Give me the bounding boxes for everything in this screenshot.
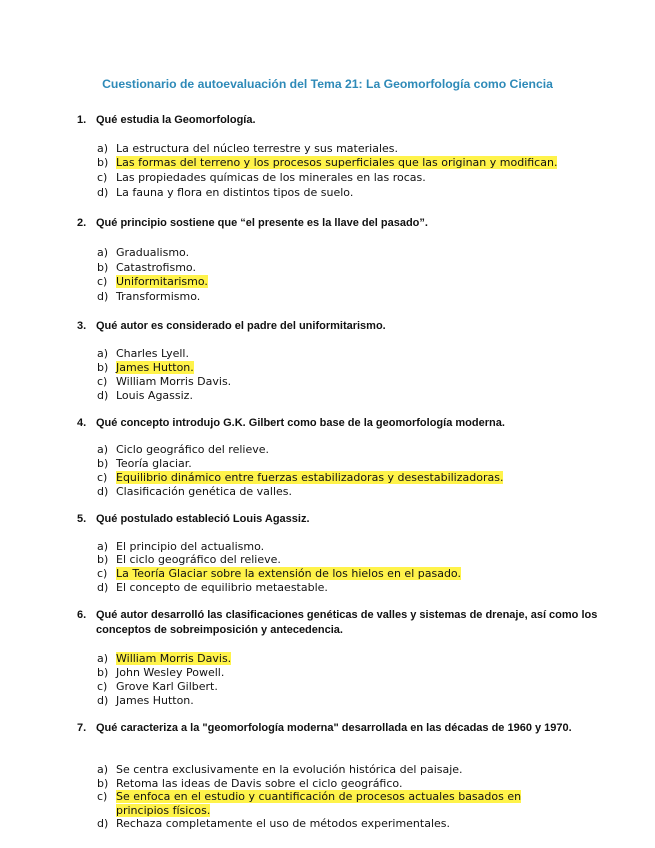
option-letter: c) [97, 680, 108, 693]
option-text-correct: Equilibrio dinámico entre fuerzas estabilizadoras y desestabilizadoras. [116, 471, 504, 484]
question-text: Qué caracteriza a la "geomorfología moderna" desarrollada en las décadas de 1960 y 1970. [96, 722, 572, 734]
option-1b [97, 156, 557, 170]
option-4a [97, 443, 269, 457]
option-text: James Hutton. [116, 694, 194, 707]
option-letter: d) [97, 186, 109, 199]
option-6d [97, 694, 194, 708]
option-letter: b) [97, 361, 109, 374]
option-text: Louis Agassiz. [116, 389, 193, 402]
option-text-correct: Las formas del terreno y los procesos superficiales que las originan y modifican. [116, 156, 558, 169]
option-letter: a) [97, 763, 109, 776]
option-7a [97, 763, 463, 777]
option-letter: d) [97, 581, 109, 594]
question-number: 7. [77, 722, 87, 734]
option-letter: c) [97, 471, 108, 484]
option-letter: d) [97, 290, 109, 303]
option-text: Gradualismo. [116, 246, 190, 259]
option-text-correct: Se enfoca en el estudio y cuantificación de procesos actuales basados en principios físicos. [116, 790, 522, 817]
option-text-correct: James Hutton. [116, 361, 194, 374]
option-letter: b) [97, 457, 109, 470]
option-5d [97, 581, 328, 595]
option-letter: b) [97, 777, 109, 790]
option-text: El concepto de equilibrio metaestable. [116, 581, 328, 594]
option-7c [97, 790, 567, 818]
page-title: Cuestionario de autoevaluación del Tema 21: La Geomorfología como Ciencia [102, 77, 553, 91]
question-number: 6. [77, 609, 87, 621]
option-text: La fauna y flora en distintos tipos de suelo. [116, 186, 354, 199]
option-letter: b) [97, 156, 109, 169]
option-letter: a) [97, 142, 109, 155]
option-6c [97, 680, 218, 694]
option-text: Ciclo geográfico del relieve. [116, 443, 270, 456]
option-3c [97, 375, 231, 389]
option-text: Transformismo. [116, 290, 201, 303]
option-letter: d) [97, 694, 109, 707]
option-text: Grove Karl Gilbert. [116, 680, 218, 693]
option-4c [97, 471, 503, 485]
option-text: Teoría glaciar. [116, 457, 192, 470]
option-text: Clasificación genética de valles. [116, 485, 293, 498]
option-5a [97, 540, 264, 554]
option-6a [97, 652, 231, 666]
option-7d [97, 817, 450, 831]
option-text: Retoma las ideas de Davis sobre el ciclo geográfico. [116, 777, 403, 790]
option-text-correct: William Morris Davis. [116, 652, 232, 665]
option-6b [97, 666, 224, 680]
option-7b [97, 777, 402, 791]
option-1a [97, 142, 398, 156]
option-text: Se centra exclusivamente en la evolución histórica del paisaje. [116, 763, 463, 776]
option-5b [97, 553, 281, 567]
option-2a [97, 246, 189, 260]
option-letter: a) [97, 652, 109, 665]
option-1d [97, 186, 353, 200]
option-letter: a) [97, 443, 109, 456]
option-3a [97, 347, 189, 361]
question-text: Qué principio sostiene que “el presente es la llave del pasado”. [96, 217, 428, 229]
option-letter: b) [97, 666, 109, 679]
option-text: Las propiedades químicas de los minerales en las rocas. [116, 171, 426, 184]
option-2c [97, 275, 208, 289]
option-1c [97, 171, 426, 185]
option-letter: d) [97, 817, 109, 830]
question-number: 3. [77, 320, 87, 332]
option-letter: b) [97, 261, 109, 274]
question-number: 1. [77, 114, 87, 126]
option-letter: d) [97, 389, 109, 402]
option-3d [97, 389, 193, 403]
option-3b [97, 361, 194, 375]
question-number: 4. [77, 417, 87, 429]
option-text: John Wesley Powell. [116, 666, 225, 679]
option-text: Charles Lyell. [116, 347, 189, 360]
option-text: Catastrofismo. [116, 261, 196, 274]
option-letter: c) [97, 375, 108, 388]
option-letter: a) [97, 347, 109, 360]
option-5c [97, 567, 461, 581]
option-text-correct: La Teoría Glaciar sobre la extensión de los hielos en el pasado. [116, 567, 461, 580]
option-2b [97, 261, 196, 275]
option-4d [97, 485, 292, 499]
option-letter: d) [97, 485, 109, 498]
option-letter: c) [97, 171, 108, 184]
option-letter: a) [97, 540, 109, 553]
option-text: William Morris Davis. [116, 375, 232, 388]
question-text: Qué estudia la Geomorfología. [96, 114, 256, 126]
question-text: Qué autor es considerado el padre del uniformitarismo. [96, 320, 386, 332]
option-text: El principio del actualismo. [116, 540, 265, 553]
option-text: Rechaza completamente el uso de métodos experimentales. [116, 817, 451, 830]
option-2d [97, 290, 200, 304]
option-text: El ciclo geográfico del relieve. [116, 553, 281, 566]
option-letter: c) [97, 790, 108, 803]
option-letter: a) [97, 246, 109, 259]
option-letter: c) [97, 567, 108, 580]
option-letter: b) [97, 553, 109, 566]
option-4b [97, 457, 192, 471]
question-text: Qué autor desarrolló las clasificaciones genéticas de valles y sistemas de drenaje, así como los conceptos de sobreimposición y antecedencia. [96, 609, 598, 636]
option-text: La estructura del núcleo terrestre y sus materiales. [116, 142, 398, 155]
question-text: Qué concepto introdujo G.K. Gilbert como base de la geomorfología moderna. [96, 417, 505, 429]
option-text-correct: Uniformitarismo. [116, 275, 208, 288]
question-text: Qué postulado estableció Louis Agassiz. [96, 513, 310, 525]
question-number: 2. [77, 217, 87, 229]
question-number: 5. [77, 513, 87, 525]
option-letter: c) [97, 275, 108, 288]
